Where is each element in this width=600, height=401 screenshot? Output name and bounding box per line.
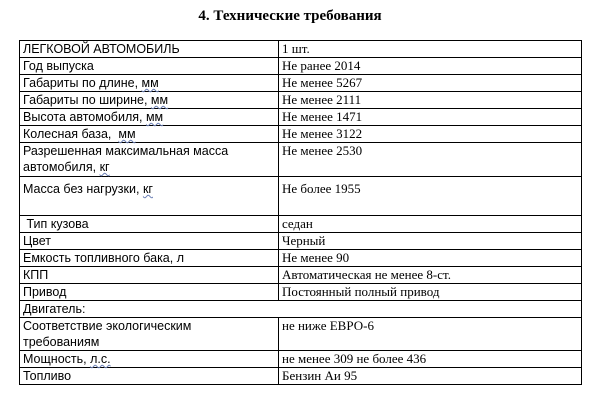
row-value: Не ранее 2014: [279, 58, 582, 75]
label-text: Соответствие экологическим: [23, 319, 192, 333]
row-label: ЛЕГКОВОЙ АВТОМОБИЛЬ: [20, 41, 279, 58]
row-value: не менее 309 не более 436: [279, 351, 582, 368]
label-unit: кг: [99, 160, 110, 174]
label-unit: мм: [145, 110, 164, 124]
row-label: Тип кузова: [20, 216, 279, 233]
row-label: [20, 126, 279, 143]
row-label: [20, 109, 279, 126]
label-text: Высота автомобиля,: [23, 110, 146, 124]
label-unit: кг: [142, 182, 153, 196]
table-row: [20, 92, 582, 109]
label-unit: мм: [141, 76, 159, 90]
row-value: Не менее 2111: [279, 92, 582, 109]
row-label: КПП: [20, 267, 279, 284]
label-unit: мм: [150, 93, 169, 107]
row-label: [20, 75, 279, 92]
table-row: [20, 177, 582, 216]
label-text: автомобиля,: [23, 160, 100, 174]
row-value: Черный: [279, 233, 582, 250]
table-row: [20, 126, 582, 143]
label-text: Габариты по ширине,: [23, 93, 151, 107]
requirements-table: [19, 40, 582, 385]
row-value: Не менее 3122: [279, 126, 582, 143]
table-row: [20, 250, 582, 267]
label-text: требованиям: [23, 335, 100, 349]
row-label: [20, 92, 279, 109]
label-text: Разрешенная максимальная масса: [23, 144, 229, 158]
table-row: [20, 75, 582, 92]
table-row: [20, 41, 582, 58]
row-label: [20, 318, 279, 351]
label-unit: л.с.: [90, 352, 111, 366]
label-text: Габариты по длине,: [23, 76, 142, 90]
label-text: Масса без нагрузки,: [23, 182, 143, 196]
row-label: Емкость топливного бака, л: [20, 250, 279, 267]
row-value: Не менее 5267: [279, 75, 582, 92]
row-label: Топливо: [20, 368, 279, 385]
table-row: [20, 351, 582, 368]
table-row: [20, 267, 582, 284]
row-value: седан: [279, 216, 582, 233]
table-row: [20, 143, 582, 177]
row-value: Не менее 90: [279, 250, 582, 267]
table-row: [20, 58, 582, 75]
label-text: Колесная база,: [23, 127, 119, 141]
table-row: [20, 318, 582, 351]
row-label: [20, 351, 279, 368]
row-value: Не более 1955: [279, 177, 582, 216]
row-value: не ниже ЕВРО-6: [279, 318, 582, 351]
row-label: [20, 177, 279, 216]
row-label: Привод: [20, 284, 279, 301]
table-row: [20, 301, 582, 318]
section-heading: 4. Технические требования: [198, 8, 382, 24]
table-row: [20, 233, 582, 250]
engine-section-header: Двигатель:: [20, 301, 582, 318]
table-row: [20, 284, 582, 301]
table-row: [20, 368, 582, 385]
row-value: Бензин Аи 95: [279, 368, 582, 385]
label-text: Мощность,: [23, 352, 91, 366]
row-value: Не менее 1471: [279, 109, 582, 126]
row-label: [20, 143, 279, 177]
label-unit: мм: [118, 127, 136, 141]
row-value: Автоматическая не менее 8-ст.: [279, 267, 582, 284]
row-label: Год выпуска: [20, 58, 279, 75]
table-row: [20, 216, 582, 233]
row-value: 1 шт.: [279, 41, 582, 58]
row-value: Постоянный полный привод: [279, 284, 582, 301]
row-label: Цвет: [20, 233, 279, 250]
row-value: Не менее 2530: [279, 143, 582, 177]
table-row: [20, 109, 582, 126]
